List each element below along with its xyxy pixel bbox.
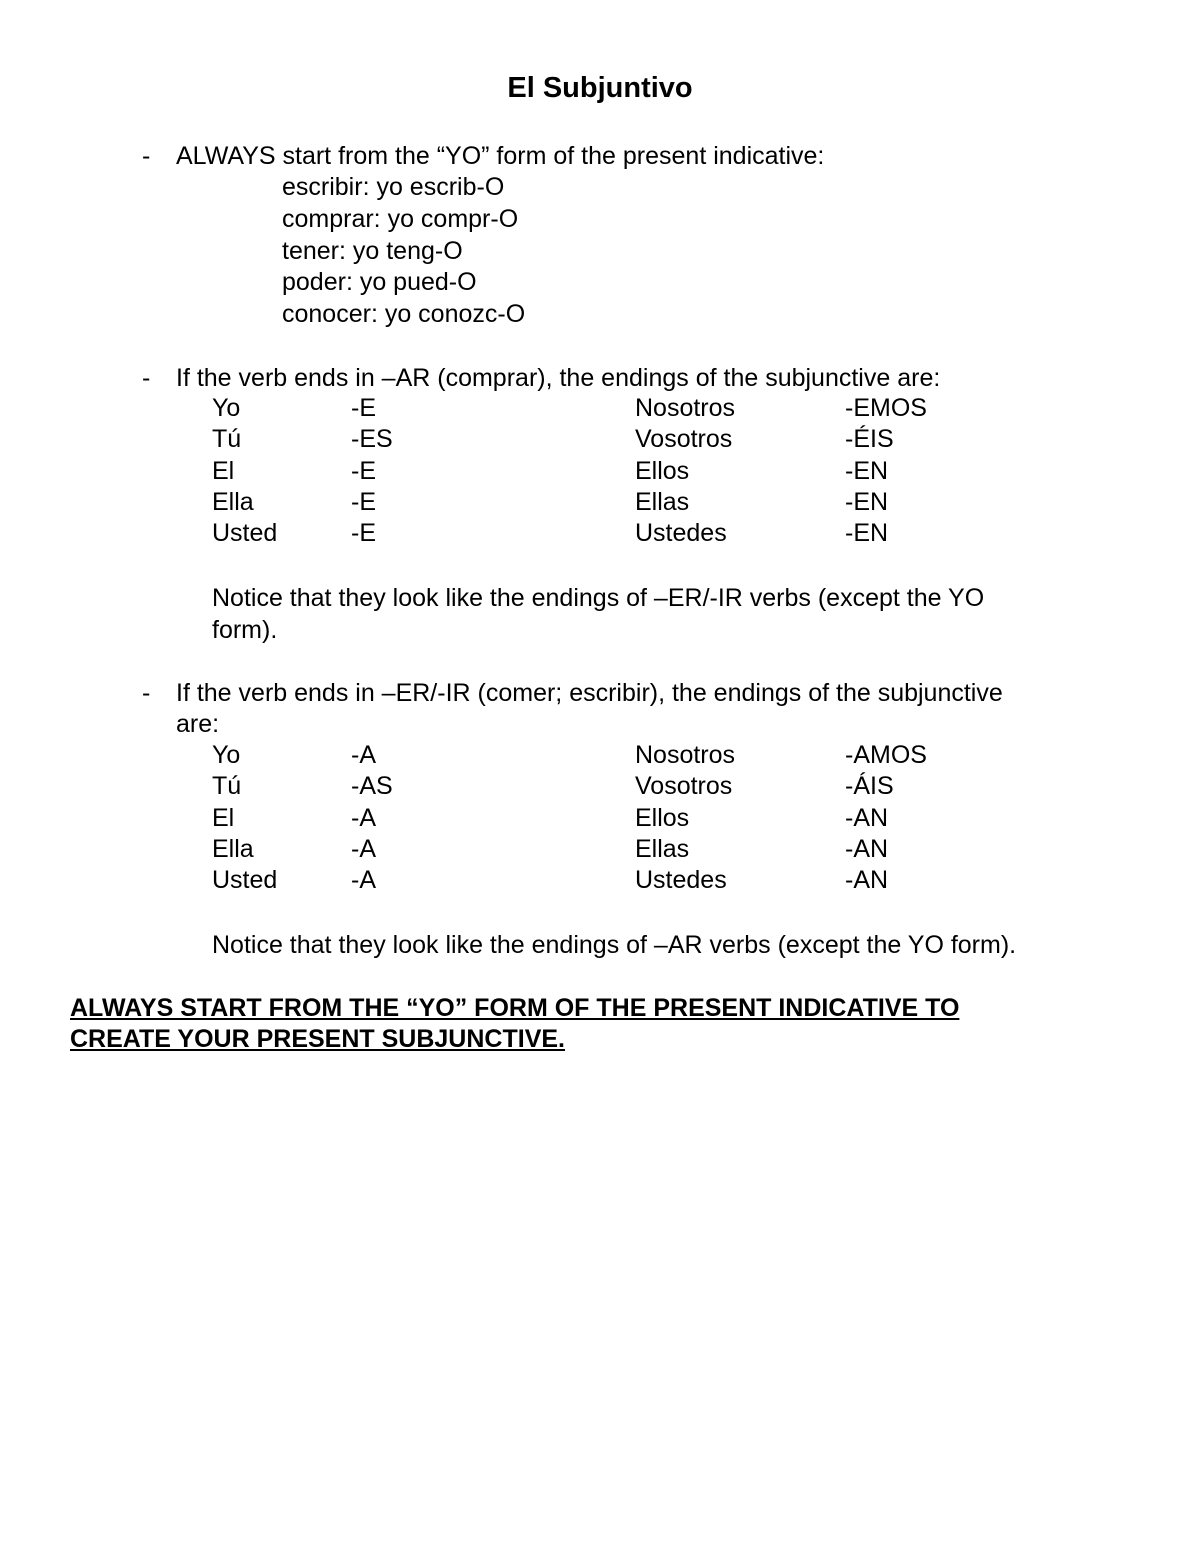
ending: -EMOS <box>845 394 927 422</box>
ending: -AN <box>845 835 889 863</box>
pronoun: Tú <box>212 425 242 453</box>
ending: -E <box>351 394 376 422</box>
example-line: tener: yo teng-O <box>282 237 463 265</box>
ending-row <box>0 488 1200 520</box>
bullet-dash: - <box>142 142 151 170</box>
pronoun: El <box>212 804 235 832</box>
pronoun: Ellas <box>635 488 690 516</box>
ending-row <box>0 425 1200 457</box>
ending-row <box>0 741 1200 773</box>
closing-statement: CREATE YOUR PRESENT SUBJUNCTIVE. <box>70 1025 565 1053</box>
example-line: conocer: yo conozc-O <box>282 300 526 328</box>
section3-text: If the verb ends in –ER/-IR (comer; escribir), the endings of the subjunctive <box>176 679 1003 707</box>
ending: -A <box>351 866 376 894</box>
ending: -ÁIS <box>845 772 894 800</box>
pronoun: El <box>212 457 235 485</box>
ending: -AS <box>351 772 393 800</box>
bullet-dash: - <box>142 679 151 707</box>
pronoun: Yo <box>212 394 241 422</box>
pronoun: Ella <box>212 835 254 863</box>
page-title: El Subjuntivo <box>507 72 693 104</box>
example-line: escribir: yo escrib-O <box>282 173 505 201</box>
pronoun: Ustedes <box>635 866 727 894</box>
ending-row <box>0 866 1200 898</box>
closing-statement: ALWAYS START FROM THE “YO” FORM OF THE PRESENT INDICATIVE TO <box>70 994 960 1022</box>
section3-text: are: <box>176 710 220 738</box>
section2-text: If the verb ends in –AR (comprar), the endings of the subjunctive are: <box>176 364 941 392</box>
pronoun: Ella <box>212 488 254 516</box>
pronoun: Nosotros <box>635 394 736 422</box>
pronoun: Yo <box>212 741 241 769</box>
ending-row <box>0 394 1200 426</box>
pronoun: Tú <box>212 772 242 800</box>
section1-text: ALWAYS start from the “YO” form of the present indicative: <box>176 142 825 170</box>
ending: -EN <box>845 519 889 547</box>
pronoun: Vosotros <box>635 425 733 453</box>
ending: -E <box>351 488 376 516</box>
ending: -E <box>351 519 376 547</box>
pronoun: Usted <box>212 866 278 894</box>
ending-row <box>0 519 1200 551</box>
pronoun: Ellas <box>635 835 690 863</box>
ending: -AMOS <box>845 741 927 769</box>
ending: -E <box>351 457 376 485</box>
ending: -A <box>351 804 376 832</box>
ending-row <box>0 835 1200 867</box>
pronoun: Nosotros <box>635 741 736 769</box>
ending: -A <box>351 835 376 863</box>
ending: -AN <box>845 804 889 832</box>
ending-row <box>0 804 1200 836</box>
pronoun: Ellos <box>635 457 690 485</box>
ending-row <box>0 772 1200 804</box>
pronoun: Vosotros <box>635 772 733 800</box>
bullet-dash: - <box>142 364 151 392</box>
ending: -EN <box>845 488 889 516</box>
pronoun: Usted <box>212 519 278 547</box>
notice-text: Notice that they look like the endings of –AR verbs (except the YO form). <box>212 931 1017 959</box>
example-line: comprar: yo compr-O <box>282 205 519 233</box>
example-line: poder: yo pued-O <box>282 268 477 296</box>
ending-row <box>0 457 1200 489</box>
ending: -ES <box>351 425 393 453</box>
notice-text: form). <box>212 616 278 644</box>
pronoun: Ellos <box>635 804 690 832</box>
pronoun: Ustedes <box>635 519 727 547</box>
notice-text: Notice that they look like the endings of –ER/-IR verbs (except the YO <box>212 584 985 612</box>
ending: -EN <box>845 457 889 485</box>
ending: -ÉIS <box>845 425 894 453</box>
ending: -A <box>351 741 376 769</box>
ending: -AN <box>845 866 889 894</box>
